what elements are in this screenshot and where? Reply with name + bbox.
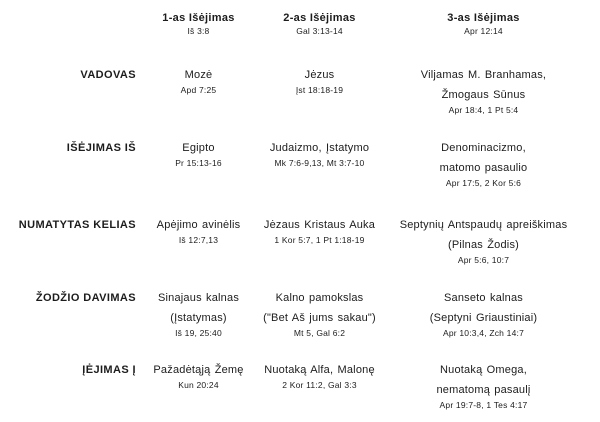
cell-text: Nuotaką Alfa, Malonę: [264, 364, 375, 376]
cell-text: matomo pasaulio: [439, 162, 528, 174]
cell-text: (Pilnas Žodis): [447, 239, 520, 251]
cell-text: Pažadėtąją Žemę: [153, 364, 244, 376]
table-cell: [257, 138, 382, 171]
row-label: ĮĖJIMAS Į: [82, 364, 136, 376]
table-cell: [140, 288, 257, 341]
table-cell: [140, 215, 257, 248]
table-cell: [382, 138, 585, 191]
cell-reference: Apr 17:5, 2 Kor 5:6: [445, 178, 522, 188]
cell-text: Žmogaus Sūnus: [441, 89, 526, 101]
row-label: VADOVAS: [80, 69, 136, 81]
column-reference: Iš 3:8: [187, 26, 210, 36]
column-header: [257, 10, 382, 39]
cell-text: (Įstatymas): [170, 312, 227, 324]
cell-text: Judaizmo, Įstatymo: [269, 142, 370, 154]
cell-reference: Mt 5, Gal 6:2: [293, 328, 346, 338]
table-cell: [140, 138, 257, 171]
column-header: [140, 10, 257, 39]
table-cell: [257, 288, 382, 341]
cell-text: ("Bet Aš jums sakau"): [263, 312, 376, 324]
cell-reference: Kun 20:24: [178, 380, 219, 390]
cell-reference: Apr 19:7-8, 1 Tes 4:17: [439, 400, 528, 410]
cell-reference: 2 Kor 11:2, Gal 3:3: [282, 380, 357, 390]
row-label: IŠĖJIMAS IŠ: [66, 142, 136, 154]
column-title: 2-as Išėjimas: [283, 12, 356, 24]
column-reference: Gal 3:13-14: [296, 26, 343, 36]
table-header-row: [0, 10, 600, 65]
column-header: [382, 10, 585, 39]
cell-reference: Mk 7:6-9,13, Mt 3:7-10: [274, 158, 365, 168]
cell-text: Sanseto kalnas: [443, 292, 524, 304]
table-cell: [382, 215, 585, 268]
cell-reference: Iš 12:7,13: [178, 235, 219, 245]
cell-text: Jėzus: [304, 69, 335, 81]
table-row: [0, 65, 600, 138]
cell-text: Viljamas M. Branhamas,: [420, 69, 547, 81]
table-cell: [382, 288, 585, 341]
table-row: [0, 138, 600, 215]
cell-reference: Iš 19, 25:40: [175, 328, 222, 338]
cell-reference: Apr 10:3,4, Zch 14:7: [442, 328, 525, 338]
cell-reference: Apd 7:25: [180, 85, 217, 95]
table-row: [0, 360, 600, 413]
cell-text: Apėjimo avinėlis: [156, 219, 241, 231]
table-row: [0, 288, 600, 360]
cell-text: Nuotaką Omega,: [440, 364, 527, 376]
cell-text: Sinajaus kalnas: [157, 292, 240, 304]
cell-text: Septynių Antspaudų apreiškimas: [399, 219, 568, 231]
cell-text: Egipto: [182, 142, 215, 154]
cell-reference: Apr 18:4, 1 Pt 5:4: [448, 105, 519, 115]
cell-reference: 1 Kor 5:7, 1 Pt 1:18-19: [274, 235, 365, 245]
table-cell: [140, 65, 257, 98]
table-cell: [257, 65, 382, 98]
row-label: NUMATYTAS KELIAS: [18, 219, 136, 231]
cell-reference: Įst 18:18-19: [295, 85, 344, 95]
cell-text: Kalno pamokslas: [275, 292, 364, 304]
cell-text: Mozė: [184, 69, 213, 81]
column-title: 1-as Išėjimas: [162, 12, 235, 24]
cell-text: (Septyni Griaustiniai): [429, 312, 538, 324]
table-cell: [382, 360, 585, 413]
table-cell: [382, 65, 585, 118]
table-cell: [257, 215, 382, 248]
cell-text: nematomą pasaulį: [436, 384, 531, 396]
table-cell: [257, 360, 382, 393]
table-row: [0, 215, 600, 288]
column-title: 3-as Išėjimas: [447, 12, 520, 24]
cell-text: Jėzaus Kristaus Auka: [263, 219, 376, 231]
cell-reference: Pr 15:13-16: [175, 158, 222, 168]
cell-text: Denominacizmo,: [441, 142, 526, 154]
row-label: ŽODŽIO DAVIMAS: [35, 292, 136, 304]
table-cell: [140, 360, 257, 393]
cell-reference: Apr 5:6, 10:7: [457, 255, 510, 265]
column-reference: Apr 12:14: [464, 26, 503, 36]
